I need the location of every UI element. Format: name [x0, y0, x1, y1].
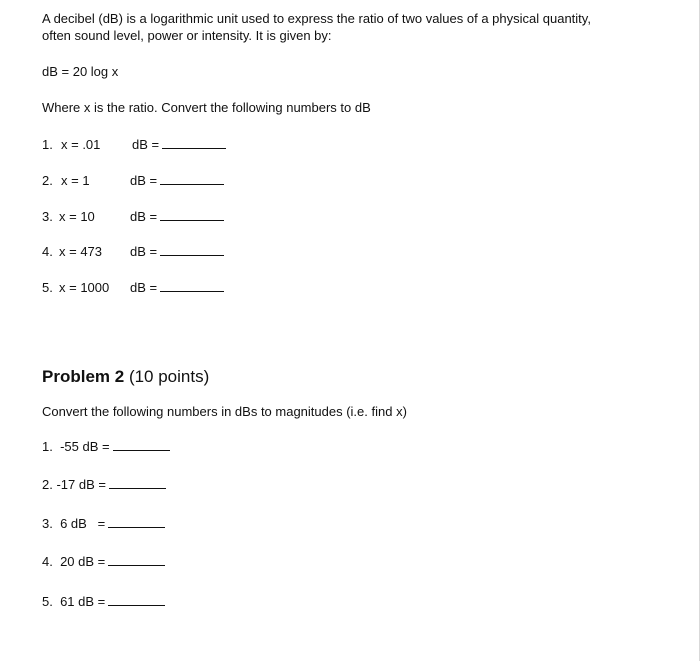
- problem1-instruction: Where x is the ratio. Convert the following numbers to dB: [42, 100, 371, 115]
- p2-item-1-label: -55 dB =: [60, 439, 110, 454]
- answer-blank: [160, 183, 224, 185]
- answer-blank: [108, 604, 165, 606]
- problem2-title: Problem 2: [42, 367, 125, 386]
- p1-item-2-number: 2.: [42, 173, 53, 188]
- p2-item-1: [42, 438, 170, 455]
- answer-blank: [108, 526, 165, 528]
- p2-item-5-number: 5.: [42, 594, 53, 609]
- p2-item-5: [42, 593, 165, 610]
- p1-item-2-db-label: dB =: [130, 173, 158, 188]
- p2-item-4-number: 4.: [42, 554, 53, 569]
- p1-item-5-db-label: dB =: [130, 280, 158, 295]
- p1-item-3-x: x = 10: [59, 209, 95, 224]
- problem2-instruction: Convert the following numbers in dBs to magnitudes (i.e. find x): [42, 404, 407, 419]
- p2-item-3-label: 6 dB =: [60, 516, 106, 531]
- p1-item-5-answer: [130, 279, 224, 296]
- p1-item-4-number: 4.: [42, 244, 53, 259]
- p2-item-1-number: 1.: [42, 439, 53, 454]
- p2-item-2: [42, 476, 166, 493]
- answer-blank: [160, 254, 224, 256]
- p1-item-5-x: x = 1000: [59, 280, 110, 295]
- p2-item-4-label: 20 dB =: [60, 554, 106, 569]
- p1-item-3-number: 3.: [42, 209, 53, 224]
- p2-item-2-number: 2.: [42, 477, 53, 492]
- p2-item-5-label: 61 dB =: [60, 594, 106, 609]
- formula: dB = 20 log x: [42, 64, 119, 79]
- p2-item-4: [42, 553, 165, 570]
- p1-item-1-number: 1.: [42, 137, 53, 152]
- p1-item-1-answer: [132, 136, 226, 153]
- answer-blank: [113, 449, 170, 451]
- answer-blank: [160, 219, 224, 221]
- p1-item-3-answer: [130, 208, 224, 225]
- problem2-heading: [42, 368, 209, 385]
- p1-item-2-answer: [130, 172, 224, 189]
- p1-item-3-db-label: dB =: [130, 209, 158, 224]
- answer-blank: [109, 487, 166, 489]
- p1-item-1-db-label: dB =: [132, 137, 160, 152]
- problem2-points: (10 points): [128, 367, 210, 386]
- answer-blank: [162, 147, 226, 149]
- p2-item-3: [42, 515, 165, 532]
- answer-blank: [108, 564, 165, 566]
- p1-item-2-x: x = 1: [61, 173, 90, 188]
- intro-line-2: often sound level, power or intensity. It is given by:: [42, 28, 332, 43]
- p1-item-4-answer: [130, 243, 224, 260]
- p1-item-1-x: x = .01: [61, 137, 101, 152]
- p1-item-4-db-label: dB =: [130, 244, 158, 259]
- answer-blank: [160, 290, 224, 292]
- intro-line-1: A decibel (dB) is a logarithmic unit used to express the ratio of two values of a physical quantity,: [42, 11, 591, 26]
- p2-item-2-label: -17 dB =: [56, 477, 106, 492]
- p1-item-5-number: 5.: [42, 280, 53, 295]
- p2-item-3-number: 3.: [42, 516, 53, 531]
- p1-item-4-x: x = 473: [59, 244, 103, 259]
- intro-paragraph: [42, 10, 662, 44]
